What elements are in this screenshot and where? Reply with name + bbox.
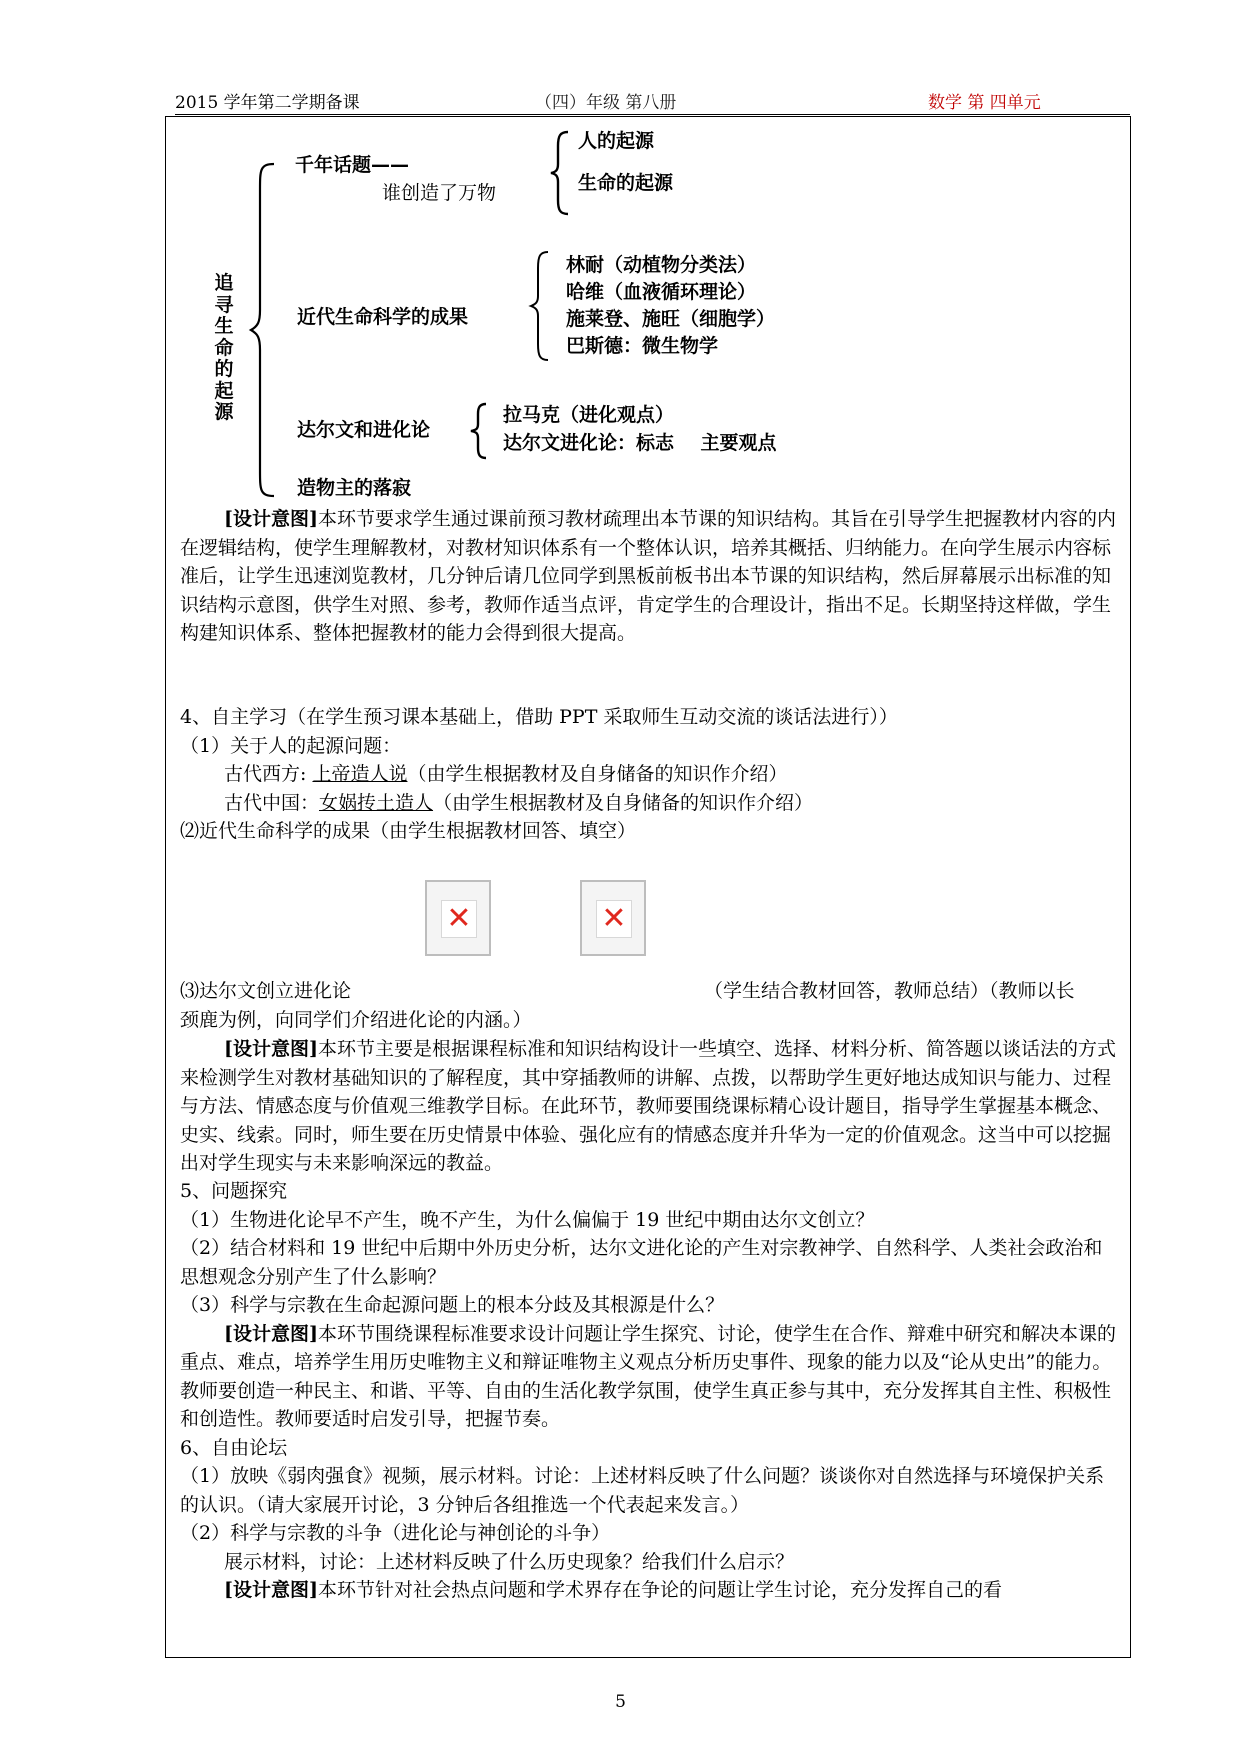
page-number: 5 [615,1692,626,1712]
design-intent-2: [设计意图]本环节主要是根据课程标准和知识结构设计一些填空、选择、材料分析、简答题以谈话法的方式来检测学生对教材基础知识的了解程度，其中穿插教师的讲解、点拨，以帮助学生更好地达成知识与能力、过程与方法、情感态度与价值观三维教学目标。在此环节，教师要围绕课标精心设计题目，指导学生掌握基本概念、史实、线索。同时，师生要在历史情景中体验、强化应有的情感态度并升华为一定的价值观念。这当中可以挖掘出对学生现实与未来影响深远的教益。 [180,1038,1116,1174]
broken-image-icon: ✕ [596,900,632,938]
ancient-china-answer: 女娲抟土造人 [319,791,434,814]
section-4 [180,703,1120,846]
design-intent-3: [设计意图]本环节围绕课程标准要求设计问题让学生探究、讨论，使学生在合作、辩难中研究和解决本课的重点、难点，培养学生用历史唯物主义和辩证唯物主义观点分析历史事件、现象的能力以及“论从史出”的能力。教师要创造一种民主、和谐、平等、自由的生活化教学氛围，使学生真正参与其中，充分发挥其自主性、积极性和创造性。教师要适时启发引导，把握节奏。 [180,1322,1116,1430]
section-5 [180,1177,1120,1605]
design-intent-4: [设计意图]本环节针对社会热点问题和学术界存在争论的问题让学生讨论，充分发挥自己的看 [224,1579,1002,1601]
branch-2-item-2: 哈维（血液循环理论） [566,281,757,303]
branch-3-item-1: 拉马克（进化观点） [503,404,675,426]
branch-2-title: 近代生命科学的成果 [297,306,469,328]
section-5-title: 5、问题探究 [180,1180,288,1202]
section-4-title: 4、自主学习（在学生预习课本基础上，借助 PPT 采取师生互动交流的谈话法进行）） [180,706,898,728]
branch-1-item-2: 生命的起源 [578,172,674,194]
broken-image-2 [580,880,646,956]
ancient-west-line: 古代西方: 上帝造人说（由学生根据教材及自身储备的知识作介绍） [224,763,788,785]
branch-2-brace [528,250,552,362]
branch-2-item-4: 巴斯德：微生物学 [566,335,719,357]
section-6-title: 6、自由论坛 [180,1436,288,1459]
section-4-q1: （1）关于人的起源问题： [180,734,402,757]
branch-2-item-3: 施莱登、施旺（细胞学） [566,308,776,330]
branch-2-item-1: 林耐（动植物分类法） [566,254,757,276]
branch-3-title: 达尔文和进化论 [297,419,431,441]
section-5-q3: （3）科学与宗教在生命起源问题上的根本分歧及其根源是什么？ [180,1294,725,1316]
branch-1-subtitle: 谁创造了万物 [382,182,497,204]
section-6-q2: （2）科学与宗教的斗争（进化论与神创论的斗争） [180,1522,611,1544]
section-5-q2: （2）结合材料和 19 世纪中后期中外历史分析，达尔文进化论的产生对宗教神学、自然科学、人类社会政治和思想观念分别产生了什么影响？ [180,1237,1103,1288]
broken-image-icon: ✕ [441,900,477,938]
main-brace [248,160,278,500]
branch-1-brace [548,130,572,216]
section-6-q1: （1）放映《弱肉强食》视频，展示材料。讨论：上述材料反映了什么问题？谈谈你对自然选择与环境保护关系的认识。（请大家展开讨论，3 分钟后各组推选一个代表起来发言。） [180,1465,1105,1516]
branch-1-title: 千年话题—— [295,154,410,176]
section-5-q1: （1）生物进化论早不产生，晚不产生，为什么偏偏于 19 世纪中期由达尔文创立？ [180,1208,875,1231]
branch-4-title: 造物主的落寂 [297,477,412,499]
ancient-west-answer: 上帝造人说 [312,763,408,785]
header-right: 数学 第 四单元 [928,93,1041,113]
section-4-q3: ⑶达尔文创立进化论 （学生结合教材回答，教师总结）（教师以长 颈鹿为例，向同学们介绍进化论的内涵。） [180,980,1075,1031]
header-middle: （四）年级 第八册 [535,93,677,113]
branch-1-item-1: 人的起源 [578,130,655,152]
diagram-root-label: 追 寻 生 命 的 起 源 [214,272,234,423]
header-left: 2015 学年第二学期备课 [175,93,360,113]
design-intent-1: [设计意图]本环节要求学生通过课前预习教材疏理出本节课的知识结构。其旨在引导学生把握教材内容的内在逻辑结构，使学生理解教材，对教材知识体系有一个整体认识，培养其概括、归纳能力。在向学生展示内容标准后，让学生迅速浏览教材，几分钟后请几位同学到黑板前板书出本节课的知识结构，然后屏幕展示出标准的知识结构示意图，供学生对照、参考，教师作适当点评，肯定学生的合理设计，指出不足。长期坚持这样做，学生构建知识体系、整体把握教材的能力会得到很大提高。 [180,508,1116,644]
branch-3-brace [468,402,490,460]
branch-3-item-2: 达尔文进化论：标志 主要观点 [503,432,777,454]
design-label: [设计意图] [224,508,318,530]
section-6-q2-detail: 展示材料，讨论：上述材料反映了什么历史现象？给我们什么启示？ [224,1550,795,1573]
header-rule [175,114,1130,115]
section-4-q2: ⑵近代生命科学的成果（由学生根据教材回答、填空） [180,820,637,842]
ancient-china-line: 古代中国：女娲抟土造人（由学生根据教材及自身储备的知识作介绍） [224,791,814,814]
broken-image-1 [425,880,491,956]
